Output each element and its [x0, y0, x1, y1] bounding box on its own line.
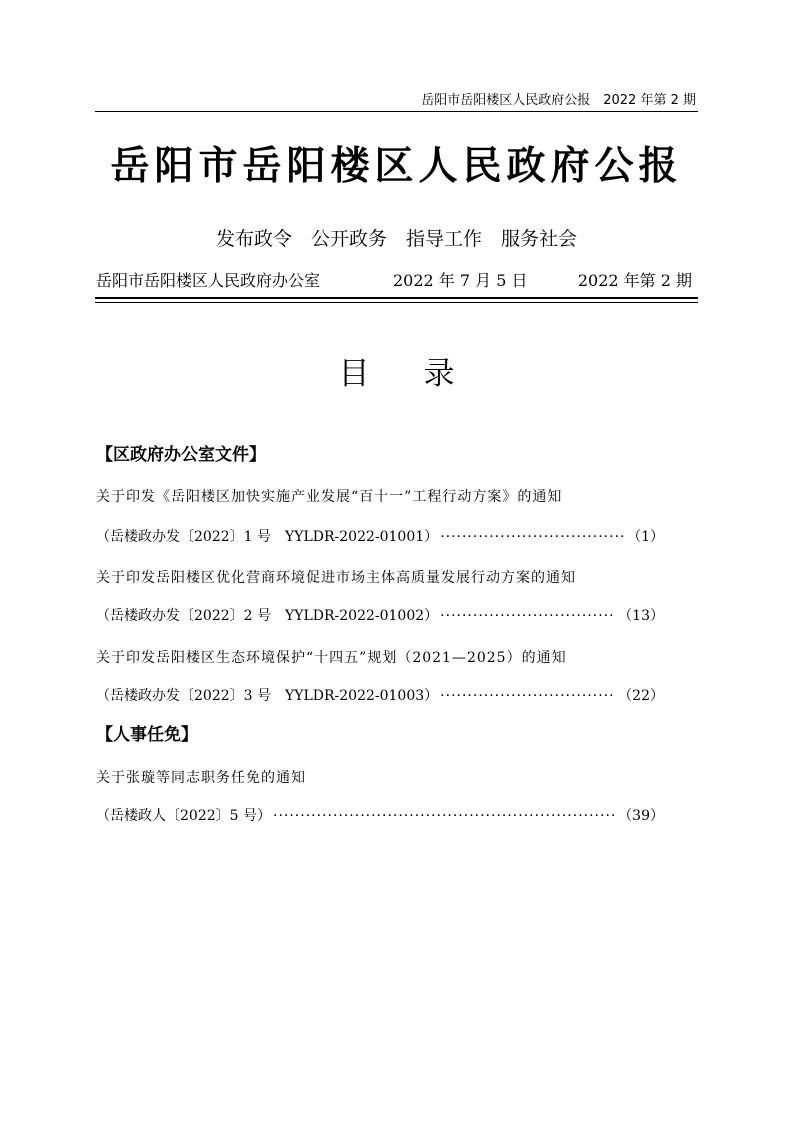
- doc-number: （岳楼政办发〔2022〕3 号 YYLDR-2022-01003）: [96, 688, 439, 704]
- toc-title: 目录: [338, 356, 509, 392]
- gazette-title: 岳阳市岳阳楼区人民政府公报: [110, 143, 683, 189]
- issue-meta-row: [96, 270, 692, 294]
- toc-entry-line[interactable]: [96, 527, 664, 547]
- issuing-office: 岳阳市岳阳楼区人民政府办公室: [96, 271, 321, 290]
- toc-entry-title[interactable]: 关于印发岳阳楼区生态环境保护“十四五”规划（2021—2025）的通知: [96, 650, 567, 666]
- doc-number: （岳楼政办发〔2022〕2 号 YYLDR-2022-01002）: [96, 608, 439, 624]
- page-reference: （39）: [618, 808, 664, 824]
- toc-entry-line[interactable]: [96, 686, 664, 706]
- dot-leader: [440, 686, 616, 706]
- toc-entry-title[interactable]: 关于印发《岳阳楼区加快实施产业发展“百十一”工程行动方案》的通知: [96, 489, 563, 505]
- dot-leader: [440, 606, 616, 626]
- page-reference: （13）: [618, 608, 664, 624]
- toc-entry-title[interactable]: 关于张璇等同志职务任免的通知: [96, 770, 306, 786]
- toc-entry-line[interactable]: [96, 806, 664, 826]
- issue-number: 2022 年第 2 期: [577, 271, 692, 290]
- dot-leader: [440, 527, 625, 547]
- section-heading-office-documents: 【区政府办公室文件】: [96, 445, 266, 465]
- slogan: 发布政令 公开政务 指导工作 服务社会: [215, 228, 577, 250]
- page-reference: （1）: [627, 529, 664, 545]
- doc-number: （岳楼政办发〔2022〕1 号 YYLDR-2022-01001）: [96, 529, 439, 545]
- toc-entry-title[interactable]: 关于印发岳阳楼区优化营商环境促进市场主体高质量发展行动方案的通知: [96, 570, 576, 586]
- issue-date: 2022 年 7 月 5 日: [393, 271, 528, 290]
- double-rule-thin: [95, 302, 698, 303]
- running-header: 岳阳市岳阳楼区人民政府公报 2022 年第 2 期: [421, 93, 696, 108]
- double-rule-thick: [95, 297, 698, 299]
- page-reference: （22）: [618, 688, 664, 704]
- doc-number: （岳楼政人〔2022〕5 号）: [96, 808, 271, 824]
- section-heading-personnel-appointments: 【人事任免】: [96, 725, 198, 745]
- toc-entry-line[interactable]: [96, 606, 664, 626]
- header-rule: [95, 111, 698, 112]
- dot-leader: [273, 806, 616, 826]
